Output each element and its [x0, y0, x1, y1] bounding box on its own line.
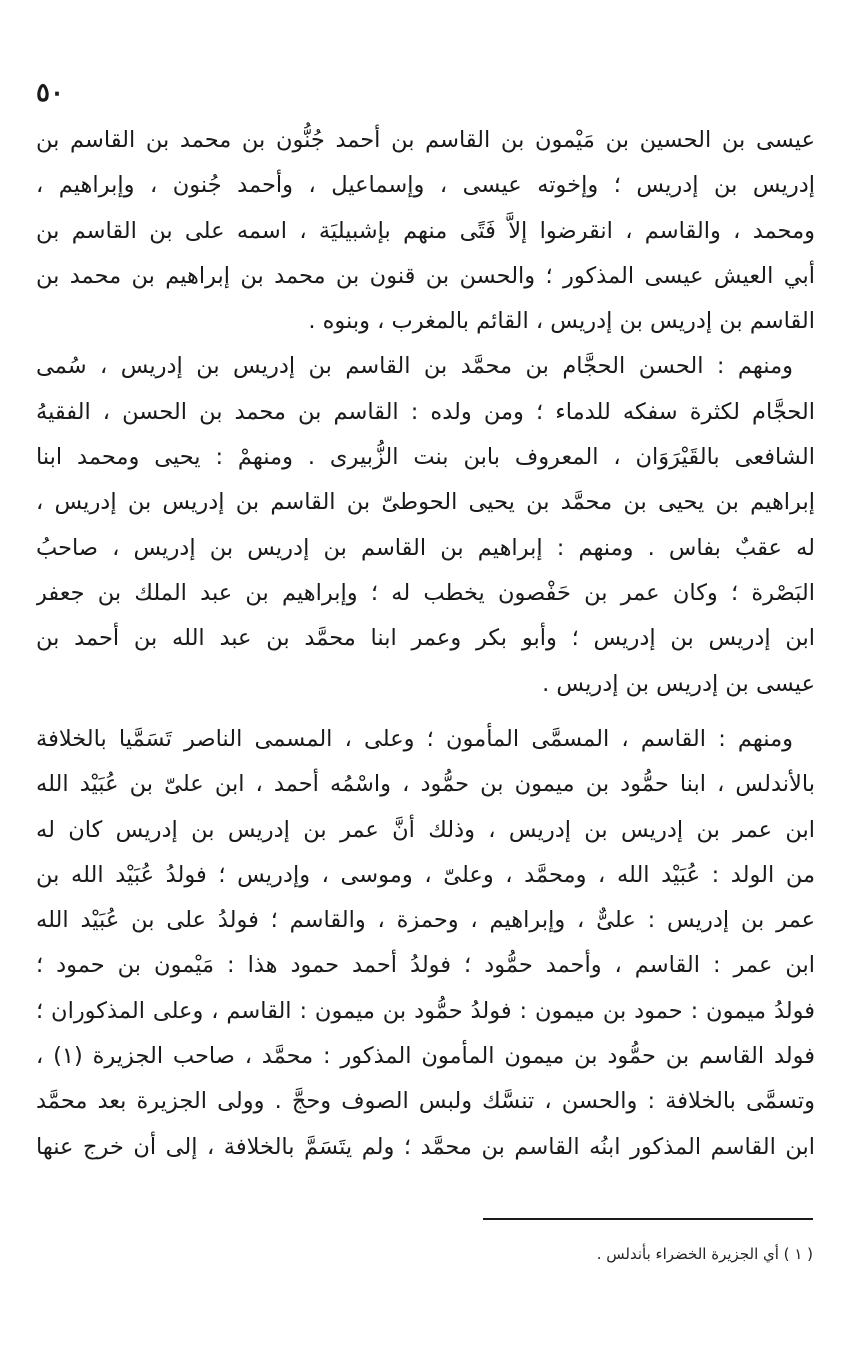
paragraph-1 [36, 118, 815, 344]
text-line: فولد القاسم بن حمُّود بن ميمون المأمون المذكور : محمَّد ، صاحب الجزيرة (١) ، [36, 1043, 815, 1070]
text-line: إدريس بن إدريس ؛ وإخوته عيسى ، وإسماعيل ، وأحمد جُنون ، وإبراهيم ، [36, 172, 815, 199]
text-line: فولدُ ميمون : حمود بن ميمون : فولدُ حمُّود بن ميمون : القاسم ، وعلى المذكوران ؛ [36, 997, 815, 1024]
text-line: ابن إدريس بن إدريس ؛ وأبو بكر وعمر ابنا محمَّد بن عبد الله بن أحمد بن [36, 625, 815, 652]
main-text [36, 118, 815, 707]
text-line: وتسمَّى بالخلافة : والحسن ، تنسَّك ولبس الصوف وحجَّ . وولى الجزيرة بعد محمَّد [36, 1088, 815, 1115]
main-text-continued [36, 717, 815, 1170]
text-line: ومحمد ، والقاسم ، انقرضوا إلاَّ فَتًى منهم بإشبيليَة ، اسمه على بن القاسم بن [36, 217, 815, 244]
text-line: ومنهم : القاسم ، المسمَّى المأمون ؛ وعلى ، المسمى الناصر تَسَمَّيا بالخلافة [36, 726, 793, 752]
text-line: ابن عمر : القاسم ، وأحمد حمُّود ؛ فولدُ أحمد حمود هذا : مَيْمون بن حمود ؛ [36, 952, 815, 979]
text-line: ابن عمر بن إدريس بن إدريس ، وذلك أنَّ عمر بن إدريس بن إدريس كان له [36, 816, 815, 843]
page-number: ٥٠ [36, 78, 64, 108]
text-line: الحجَّام لكثرة سفكه للدماء ؛ ومن ولده : القاسم بن محمد بن الحسن ، الفقيهُ [36, 398, 815, 425]
footnote: ( ١ ) أي الجزيرة الخضراء بأندلس . [596, 1245, 813, 1263]
text-line: بالأندلس ، ابنا حمُّود بن ميمون بن حمُّود ، واسْمُه أحمد ، ابن علىّ بن عُبَيْد الله [36, 771, 815, 798]
text-line: ومنهم : الحسن الحجَّام بن محمَّد بن القاسم بن إدريس بن إدريس ، سُمى [36, 353, 793, 380]
footnote-divider [483, 1218, 813, 1220]
text-line: عيسى بن الحسين بن مَيْمون بن القاسم بن أحمد جُنُّون بن محمد بن القاسم بن [36, 127, 815, 153]
text-line: ابن القاسم المذكور ابنُه القاسم بن محمَّد ؛ ولم يتَسَمَّ بالخلافة ، إلى أن خرج عنها [36, 1133, 815, 1160]
text-line: أبي العيش عيسى المذكور ؛ والحسن بن قنون بن محمد بن إبراهيم بن محمد بن [36, 262, 815, 289]
text-line: إبراهيم بن يحيى بن محمَّد بن يحيى الحوطىّ بن القاسم بن إدريس بن إدريس ، [36, 489, 815, 516]
text-line: عيسى بن إدريس بن إدريس . [542, 670, 815, 697]
text-line: له عقبٌ بفاس . ومنهم : إبراهيم بن القاسم بن إدريس بن إدريس ، صاحبُ [36, 534, 815, 561]
text-line: من الولد : عُبَيْد الله ، ومحمَّد ، وعلىّ ، وموسى ، وإدريس ؛ فولدُ عُبَيْد الله بن [36, 861, 815, 888]
text-line: البَصْرة ؛ وكان عمر بن حَفْصون يخطب له ؛ وإبراهيم بن عبد الملك بن جعفر [36, 579, 815, 606]
text-line: القاسم بن إدريس بن إدريس ، القائم بالمغرب ، وبنوه . [308, 308, 815, 335]
text-line: عمر بن إدريس : علىٌّ ، وإبراهيم ، وحمزة ، والقاسم ؛ فولدُ على بن عُبَيْد الله [36, 907, 815, 934]
text-line: الشافعى بالقَيْرَوَان ، المعروف بابن بنت الزُّبيرى . ومنهمْ : يحيى ومحمد ابنا [36, 444, 815, 471]
paragraph-2 [36, 344, 815, 706]
paragraph-3 [36, 717, 815, 1170]
